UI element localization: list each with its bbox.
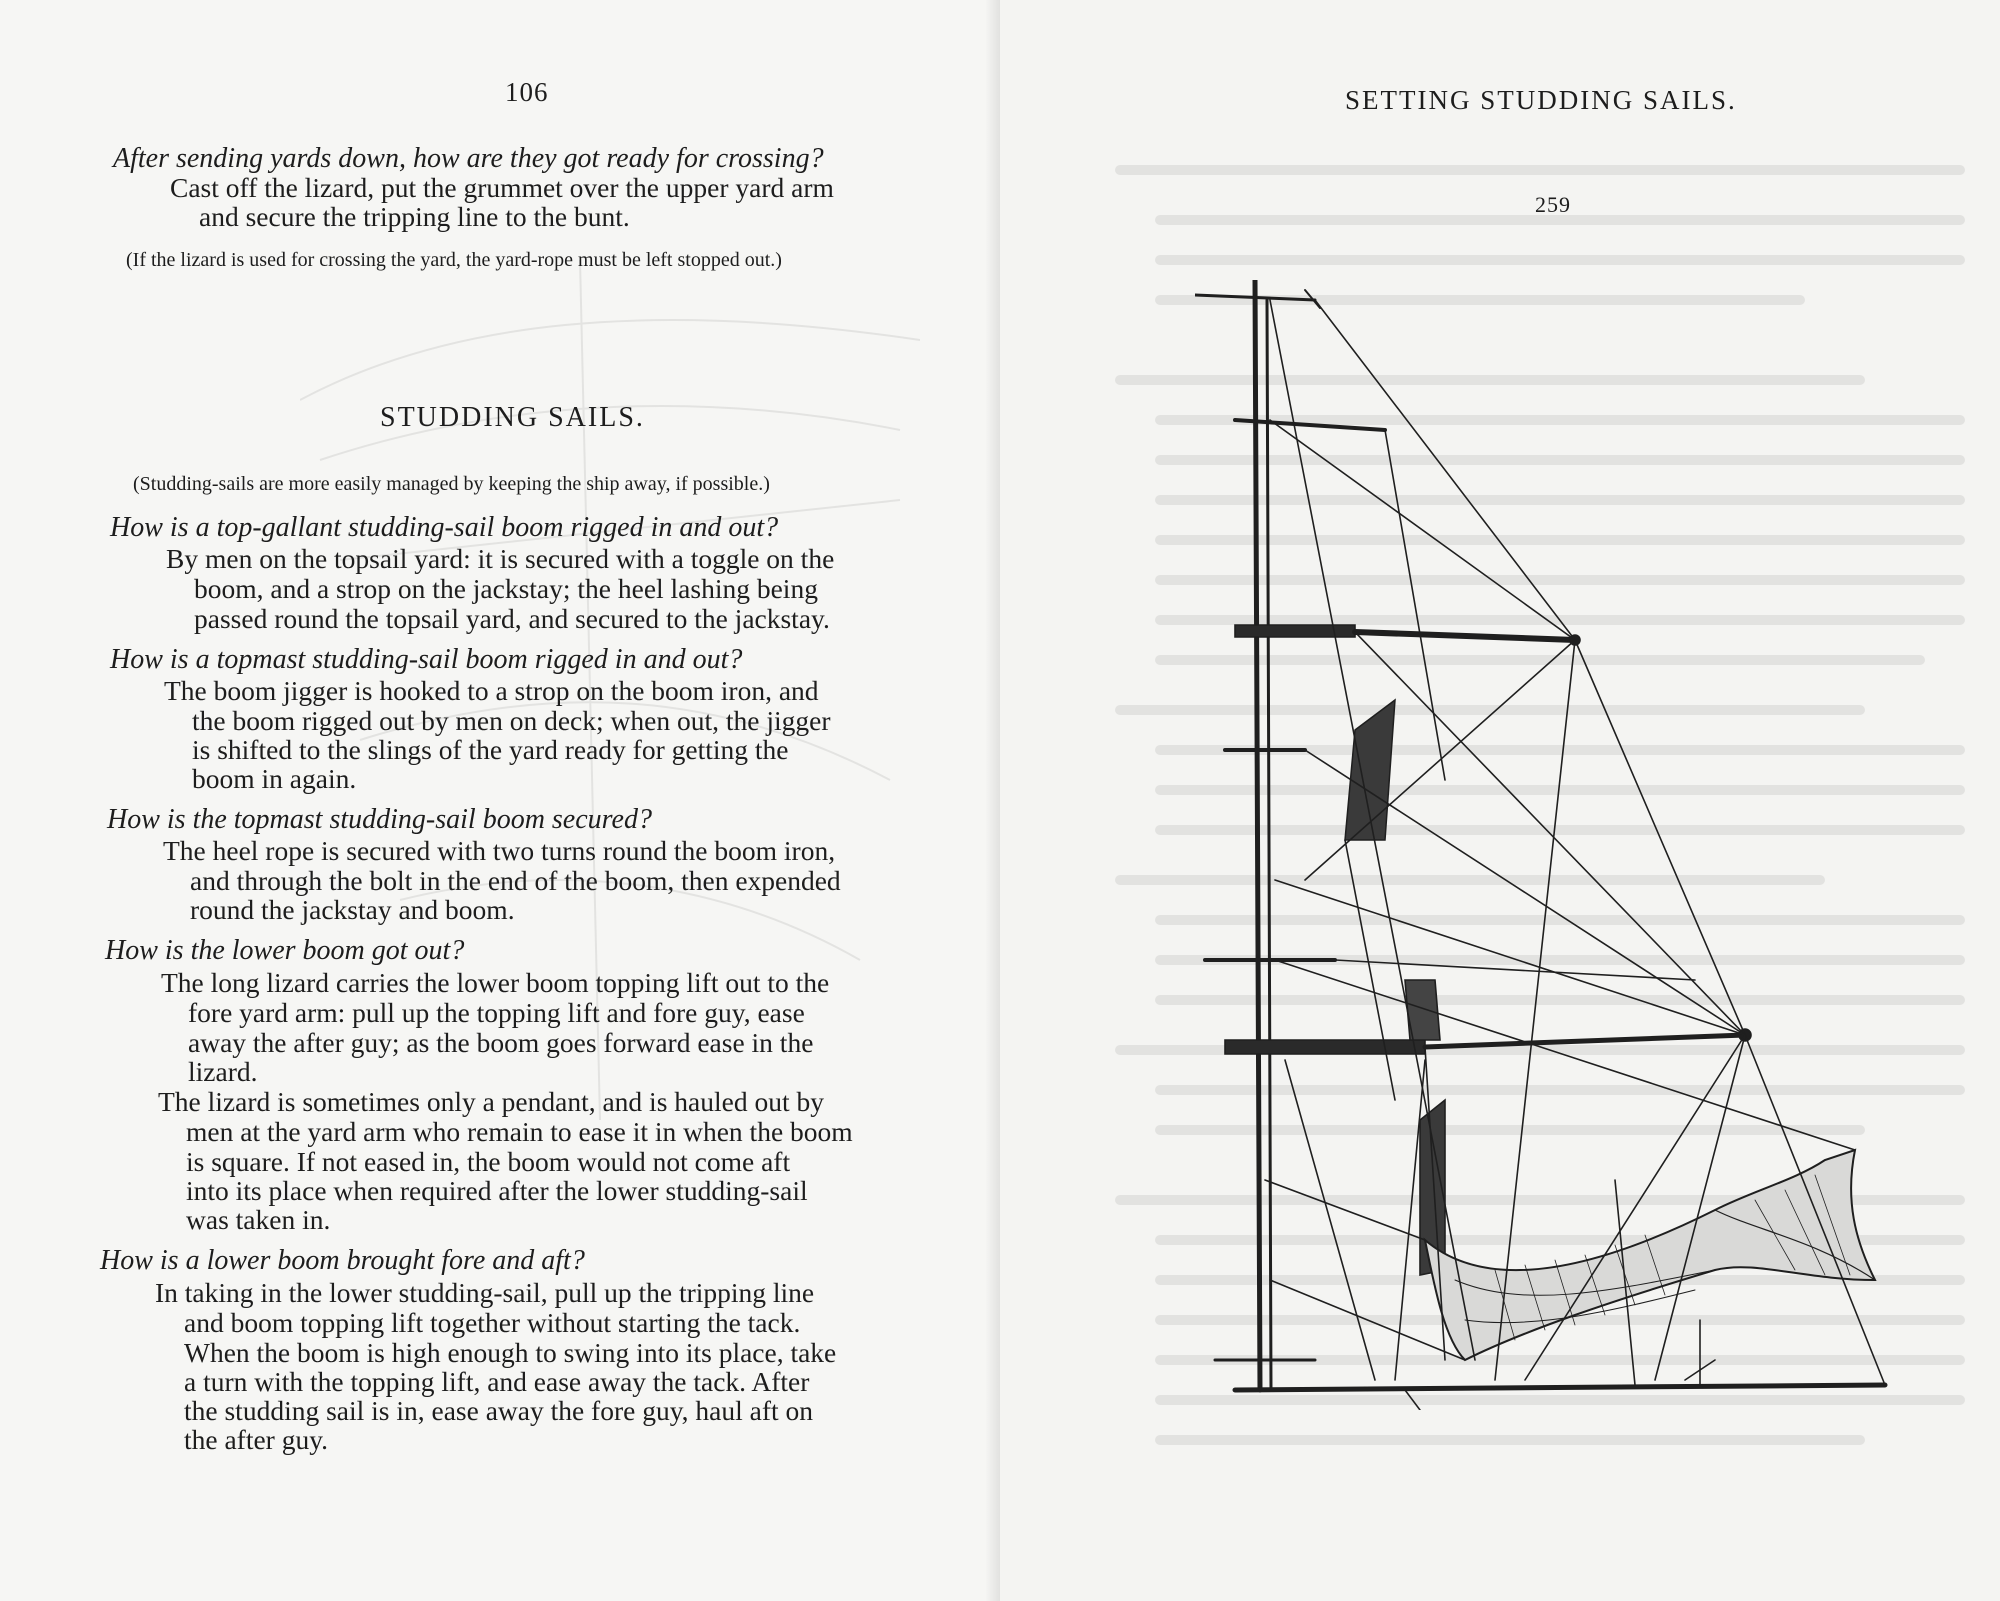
answer-line: The boom jigger is hooked to a strop on the boom iron, and: [164, 675, 819, 706]
answer-line: a turn with the topping lift, and ease away the tack. After: [184, 1366, 810, 1397]
answer-line: When the boom is high enough to swing into its place, take: [184, 1337, 837, 1368]
page-number: 106: [505, 77, 549, 107]
answer-line: boom, and a strop on the jackstay; the heel lashing being: [194, 573, 818, 604]
answer-line: is shifted to the slings of the yard ready for getting the: [192, 734, 789, 765]
answer-line: By men on the topsail yard: it is secured with a toggle on the: [166, 543, 835, 574]
answer-line: round the jackstay and boom.: [190, 894, 515, 925]
question-topmast-boom-secured: How is the topmast studding-sail boom secured?: [107, 804, 652, 835]
answer-line: The heel rope is secured with two turns round the boom iron,: [163, 835, 836, 866]
question-lower-boom-out: How is the lower boom got out?: [105, 935, 465, 966]
answer-line: away the after guy; as the boom goes forward ease in the: [188, 1027, 814, 1058]
plate-number: 259: [1535, 192, 1571, 217]
section-note: (Studding-sails are more easily managed by keeping the ship away, if possible.): [133, 473, 770, 495]
answer-line: fore yard arm: pull up the topping lift and fore guy, ease: [188, 997, 805, 1028]
answer-line: and through the bolt in the end of the boom, then expended: [190, 865, 841, 896]
answer-line: was taken in.: [186, 1204, 331, 1235]
question-topmast-boom-rigged: How is a topmast studding-sail boom rigged in and out?: [110, 644, 743, 675]
question-sending-yards-down: After sending yards down, how are they got ready for crossing?: [113, 143, 824, 174]
answer-line: passed round the topsail yard, and secured to the jackstay.: [194, 603, 830, 634]
answer-line: into its place when required after the lower studding-sail: [186, 1175, 808, 1206]
answer-line: and secure the tripping line to the bunt.: [199, 201, 630, 232]
answer-line: and boom topping lift together without starting the tack.: [184, 1307, 801, 1338]
answer-line: The lizard is sometimes only a pendant, and is hauled out by: [158, 1086, 824, 1117]
answer-line: the after guy.: [184, 1424, 329, 1455]
question-topgallant-boom: How is a top-gallant studding-sail boom rigged in and out?: [110, 512, 779, 543]
answer-line: Cast off the lizard, put the grummet over the upper yard arm: [170, 172, 834, 203]
answer-line: lizard.: [188, 1056, 258, 1087]
answer-line: The long lizard carries the lower boom topping lift out to the: [161, 967, 830, 998]
answer-line: men at the yard arm who remain to ease it in when the boom: [186, 1116, 853, 1147]
answer-line: In taking in the lower studding-sail, pull up the tripping line: [155, 1277, 815, 1308]
mast-rigging-studding-sails-engraving-icon: [1195, 280, 1895, 1410]
running-head: SETTING STUDDING SAILS.: [1345, 85, 1737, 115]
answer-line: is square. If not eased in, the boom would not come aft: [186, 1146, 791, 1177]
answer-line: the boom rigged out by men on deck; when out, the jigger: [192, 705, 831, 736]
note-lizard-yard-rope: (If the lizard is used for crossing the yard, the yard-rope must be left stopped out.): [126, 249, 782, 271]
answer-line: the studding sail is in, ease away the fore guy, haul aft on: [184, 1395, 814, 1426]
section-title: STUDDING SAILS.: [380, 402, 645, 433]
question-lower-boom-fore-aft: How is a lower boom brought fore and aft?: [100, 1245, 585, 1276]
answer-line: boom in again.: [192, 763, 357, 794]
